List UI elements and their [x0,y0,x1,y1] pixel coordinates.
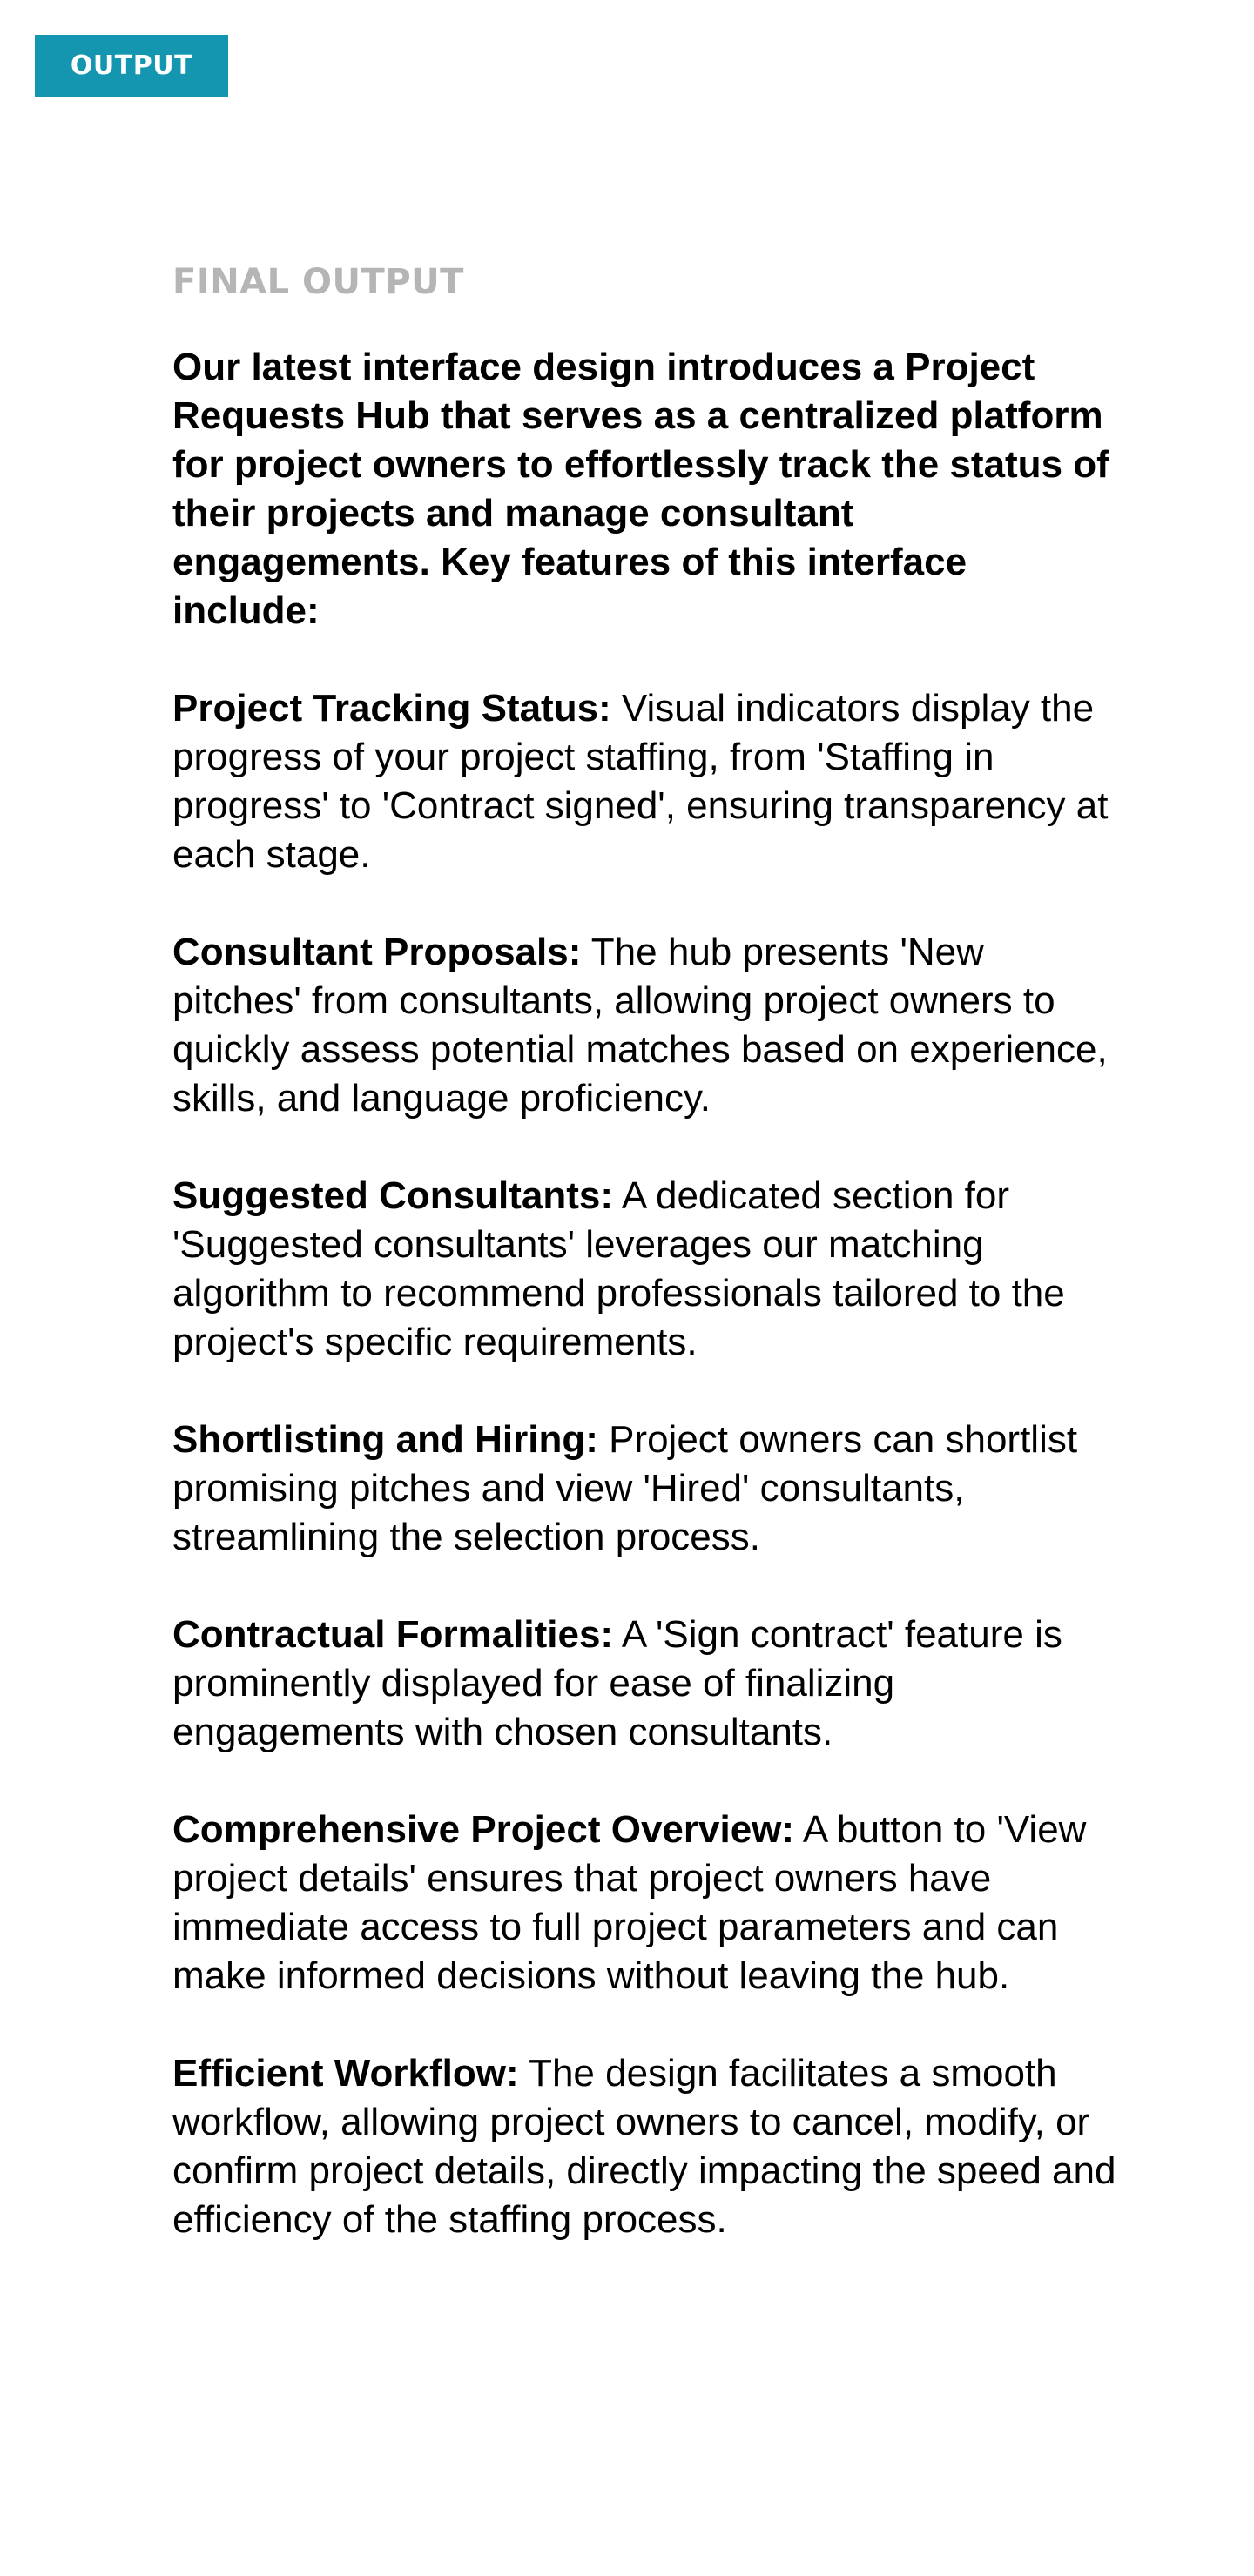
feature-suggested-consultants [172,1172,1122,1367]
feature-contractual-formalities [172,1611,1122,1757]
feature-label: Suggested Consultants: [172,1174,614,1217]
section-title: FINAL OUTPUT [172,262,464,302]
feature-text: Visual indicators display the progress of your project staffing, from 'Staffing in progress' to 'Contract signed', ensuring transparency at each stage. [172,687,1109,876]
feature-label: Contractual Formalities: [172,1613,614,1656]
feature-project-tracking-status [172,684,1122,879]
feature-shortlisting-and-hiring [172,1416,1122,1562]
feature-text: The design facilitates a smooth workflow, allowing project owners to cancel, modify, or confirm project details, directly impacting the speed and efficiency of the staffing process. [172,2052,1116,2241]
feature-label: Consultant Proposals: [172,931,582,973]
feature-efficient-workflow [172,2049,1122,2244]
feature-label: Project Tracking Status: [172,687,611,730]
final-output-content [172,258,1122,2293]
feature-text: A 'Sign contract' feature is prominently displayed for ease of finalizing engagements with chosen consultants. [172,1613,1062,1753]
feature-label: Comprehensive Project Overview: [172,1808,795,1851]
feature-comprehensive-project-overview [172,1806,1122,2001]
feature-label: Efficient Workflow: [172,2052,519,2095]
feature-consultant-proposals [172,928,1122,1123]
feature-text: A button to 'View project details' ensures that project owners have immediate access to full project parameters and can make informed decisions without leaving the hub. [172,1808,1087,1997]
intro-paragraph: Our latest interface design introduces a Project Requests Hub that serves as a centralized platform for project owners to effortlessly track the status of their projects and manage consultant engagements. Key features of this interface include: [172,346,1109,632]
feature-text: A dedicated section for 'Suggested consultants' leverages our matching algorithm to recommend professionals tailored to the project's specific requirements. [172,1174,1065,1363]
output-badge: OUTPUT [35,35,228,97]
feature-text: Project owners can shortlist promising pitches and view 'Hired' consultants, streamlining the selection process. [172,1418,1078,1558]
feature-text: The hub presents 'New pitches' from consultants, allowing project owners to quickly assess potential matches based on experience, skills, and language proficiency. [172,931,1108,1120]
feature-label: Shortlisting and Hiring: [172,1418,598,1461]
